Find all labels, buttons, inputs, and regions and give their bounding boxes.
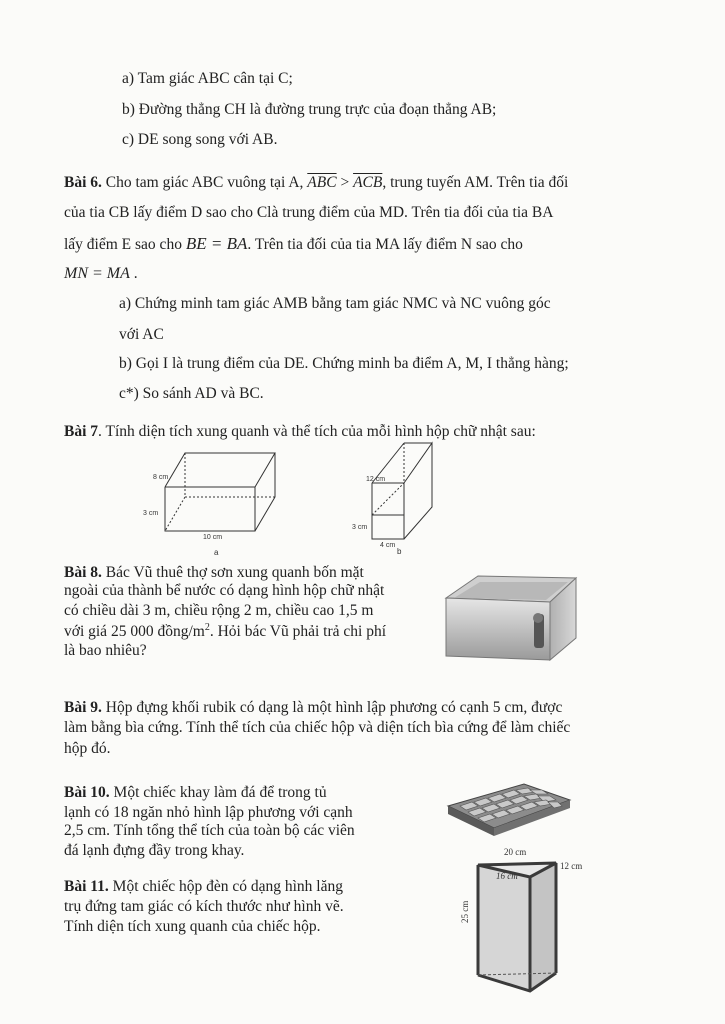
item-a-triangle-isosceles: a) Tam giác ABC cân tại C; <box>122 70 293 87</box>
fig-b-height-label: 12 cm <box>366 476 386 483</box>
bai11-line-2: trụ đứng tam giác có kích thước như hình vẽ. <box>64 898 344 915</box>
item-c-parallel: c) DE song song với AB. <box>122 131 278 148</box>
bai6-line-3: lấy điểm E sao cho BE = BA. Trên tia đối của tia MA lấy điểm N sao cho <box>64 234 523 253</box>
bai8-title: Bài 8. <box>64 564 102 581</box>
bai6-line-4: MN = MA . <box>64 265 138 282</box>
fig-a-depth-label: 3 cm <box>143 510 159 517</box>
prism-side-label: 16 cm <box>496 871 518 881</box>
bai9-line-2: làm bằng bìa cứng. Tính thể tích của chiếc hộp và diện tích bìa cứng để làm chiếc <box>64 719 571 736</box>
fig-b-width-label: 4 cm <box>380 542 396 549</box>
bai6-c: c*) So sánh AD và BC. <box>119 385 264 402</box>
bai6-a-line-1: a) Chứng minh tam giác AMB bằng tam giác NMC và NC vuông góc <box>119 295 551 312</box>
bai6-title: Bài 6. <box>64 174 102 191</box>
triangular-prism-lamp-image <box>460 843 594 1008</box>
bai8-line-4: với giá 25 000 đồng/$m^2$. Hỏi bác Vũ phải trả chi phí <box>64 622 387 641</box>
bai6-b: b) Gọi I là trung điểm của DE. Chứng minh ba điểm A, M, I thẳng hàng; <box>119 355 569 372</box>
eq-mn-ma: MN = MA <box>64 265 130 282</box>
bai7-line: Bài 7. Tính diện tích xung quanh và thể tích của mỗi hình hộp chữ nhật sau: <box>64 423 536 440</box>
bai11-line-3: Tính diện tích xung quanh của chiếc hộp. <box>64 918 321 935</box>
item-b-perpendicular-bisector: b) Đường thẳng CH là đường trung trực của đoạn thẳng AB; <box>122 101 497 118</box>
bai10-line-1: Bài 10. Một chiếc khay làm đá để trong tủ <box>64 784 327 801</box>
prism-right-label: 12 cm <box>560 861 583 871</box>
bai8-line-1: Bài 8. Bác Vũ thuê thợ sơn xung quanh bốn mặt <box>64 564 364 581</box>
bai10-title: Bài 10. <box>64 784 110 801</box>
fig-a-caption: a <box>214 548 219 557</box>
fig-a-height-label: 8 cm <box>153 474 169 481</box>
box-figure-a <box>145 447 295 557</box>
bai8-line-5: là bao nhiêu? <box>64 642 147 659</box>
prism-top-label: 20 cm <box>504 847 527 857</box>
bai9-title: Bài 9. <box>64 699 102 716</box>
fig-b-caption: b <box>397 547 402 556</box>
bai6-a-line-2: với AC <box>119 326 164 343</box>
bai6-line-2: của tia CB lấy điểm D sao cho Clà trung điểm của MD. Trên tia đối của tia BA <box>64 204 554 221</box>
eq-be-ba: BE = BA <box>185 234 248 253</box>
angle-acb: $\overline{ACB}$ <box>353 174 383 191</box>
fig-a-length-label: 10 cm <box>203 534 223 541</box>
bai9-line-3: hộp đó. <box>64 740 111 757</box>
bai10-line-3: 2,5 cm. Tính tổng thể tích của toàn bộ các viên <box>64 822 355 839</box>
bai8-line-2: ngoài của thành bể nước có dạng hình hộp chữ nhật <box>64 582 385 599</box>
bai8-line-3: có chiều dài 3 m, chiều rộng 2 m, chiều cao 1,5 m <box>64 602 374 619</box>
bai11-title: Bài 11. <box>64 878 109 895</box>
angle-abc: $\overline{ABC}$ <box>307 174 337 191</box>
prism-height-label: 25 cm <box>460 900 470 923</box>
water-tank-image <box>438 568 588 668</box>
bai7-title: Bài 7 <box>64 423 99 440</box>
bai11-line-1: Bài 11. Một chiếc hộp đèn có dạng hình lăng <box>64 878 343 895</box>
ice-tray-image <box>444 780 574 840</box>
bai9-line-1: Bài 9. Hộp đựng khối rubik có dạng là một hình lập phương có cạnh 5 cm, được <box>64 699 563 716</box>
bai10-line-4: đá lạnh đựng đầy trong khay. <box>64 842 245 859</box>
bai10-line-2: lạnh có 18 ngăn nhỏ hình lập phương với cạnh <box>64 804 353 821</box>
fig-b-depth-label: 3 cm <box>352 524 368 531</box>
bai6-line-1: Bài 6. Cho tam giác ABC vuông tại A, $\overline{ABC} > \overline{ACB}$, trung tuyến AM. Trên tia đối <box>64 174 569 191</box>
box-figure-b <box>350 437 440 557</box>
